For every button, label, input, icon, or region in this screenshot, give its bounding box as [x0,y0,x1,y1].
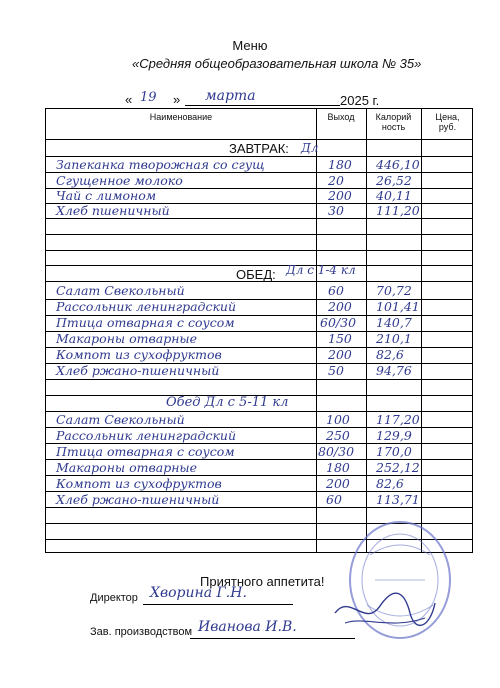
lunch-row-6-name: Хлеб ржано-пшеничный [56,363,220,378]
lunch-row-6-calories: 94,76 [376,363,412,378]
lunch2-row-5-output: 200 [326,476,350,491]
lunch-row-1-output: 60 [328,283,344,298]
breakfast-note: Дл [301,141,319,155]
breakfast-title: ЗАВТРАК: [229,141,289,156]
lunch-title: ОБЕД: [236,267,276,282]
breakfast-row-4-calories: 111,20 [376,203,420,218]
lunch-row-4-output: 150 [328,331,352,346]
lunch2-row-2-calories: 129,9 [376,428,412,443]
manager-label: Зав. производством [90,626,193,638]
date-close-quote: » [173,92,181,107]
lunch-row-5-name: Компот из сухофруктов [56,347,222,362]
date-day: 19 [140,90,157,105]
lunch2-row-4-calories: 252,12 [376,460,420,475]
breakfast-row-3-output: 200 [328,188,352,203]
lunch2-row-5-calories: 82,6 [376,476,404,491]
header-calories: Калорий ность [375,112,412,132]
lunch2-row-6-output: 60 [326,492,342,507]
date-year: 2025 г. [340,93,380,108]
lunch2-row-3-name: Птица отварная с соусом [56,444,235,459]
lunch2-row-4-name: Макароны отварные [56,460,198,475]
lunch-row-5-output: 200 [328,347,352,362]
menu-title: Меню [232,38,268,53]
menu-table [45,108,473,553]
lunch2-note: Обед Дл с 5-11 кл [166,395,289,410]
header-name: Наименование [149,112,213,122]
footer-wish: Приятного аппетита! [200,574,325,589]
lunch-row-1-name: Салат Свекольный [56,283,185,298]
manager-signature: Иванова И.В. [198,619,297,635]
date-month-underline [185,105,340,106]
lunch2-row-1-calories: 117,20 [376,412,420,427]
header-price: Цена, руб. [435,112,460,132]
director-signature: Хворина Г.Н. [150,585,247,601]
manager-signature-line [190,638,355,639]
lunch-row-4-name: Макароны отварные [56,331,198,346]
lunch-row-3-calories: 140,7 [376,315,412,330]
date-month: марта [205,88,256,104]
breakfast-row-2-output: 20 [328,173,344,188]
lunch2-row-2-name: Рассольник ленинградский [56,428,237,443]
lunch-row-2-name: Рассольник ленинградский [56,299,237,314]
lunch2-row-6-name: Хлеб ржано-пшеничный [56,492,220,507]
lunch2-row-4-output: 180 [326,460,350,475]
lunch-row-3-name: Птица отварная с соусом [56,315,235,330]
breakfast-row-4-name: Хлеб пшеничный [56,203,170,218]
lunch2-row-1-name: Салат Свекольный [56,412,185,427]
lunch2-row-6-calories: 113,71 [376,492,420,507]
breakfast-row-4-output: 30 [328,203,344,218]
lunch-row-2-calories: 101,41 [376,299,420,314]
lunch-row-6-output: 50 [328,363,344,378]
lunch-row-2-output: 200 [328,299,352,314]
signature-squiggle [330,588,440,633]
breakfast-row-3-calories: 40,11 [376,188,412,203]
director-signature-line [143,604,293,605]
lunch2-row-1-output: 100 [326,412,350,427]
lunch2-row-5-name: Компот из сухофруктов [56,476,222,491]
school-name: «Средняя общеобразовательная школа № 35» [132,56,422,71]
date-open-quote: « [125,92,133,107]
breakfast-row-1-output: 180 [328,157,352,172]
lunch2-row-2-output: 250 [326,428,350,443]
header-output: Выход [327,112,355,122]
breakfast-row-2-name: Сгущенное молоко [56,173,183,188]
lunch-row-4-calories: 210,1 [376,331,412,346]
lunch2-row-3-calories: 170,0 [376,444,412,459]
lunch-row-5-calories: 82,6 [376,347,404,362]
lunch-row-3-output: 60/30 [320,315,357,330]
lunch-row-1-calories: 70,72 [376,283,412,298]
breakfast-row-1-name: Запеканка творожная со сгущ [56,157,265,172]
breakfast-row-2-calories: 26,52 [376,173,412,188]
director-label: Директор [90,592,138,604]
breakfast-row-1-calories: 446,10 [376,157,420,172]
lunch2-row-3-output: 80/30 [318,444,355,459]
breakfast-row-3-name: Чай с лимоном [56,188,157,203]
lunch-note: Дл с 1-4 кл [286,263,356,277]
